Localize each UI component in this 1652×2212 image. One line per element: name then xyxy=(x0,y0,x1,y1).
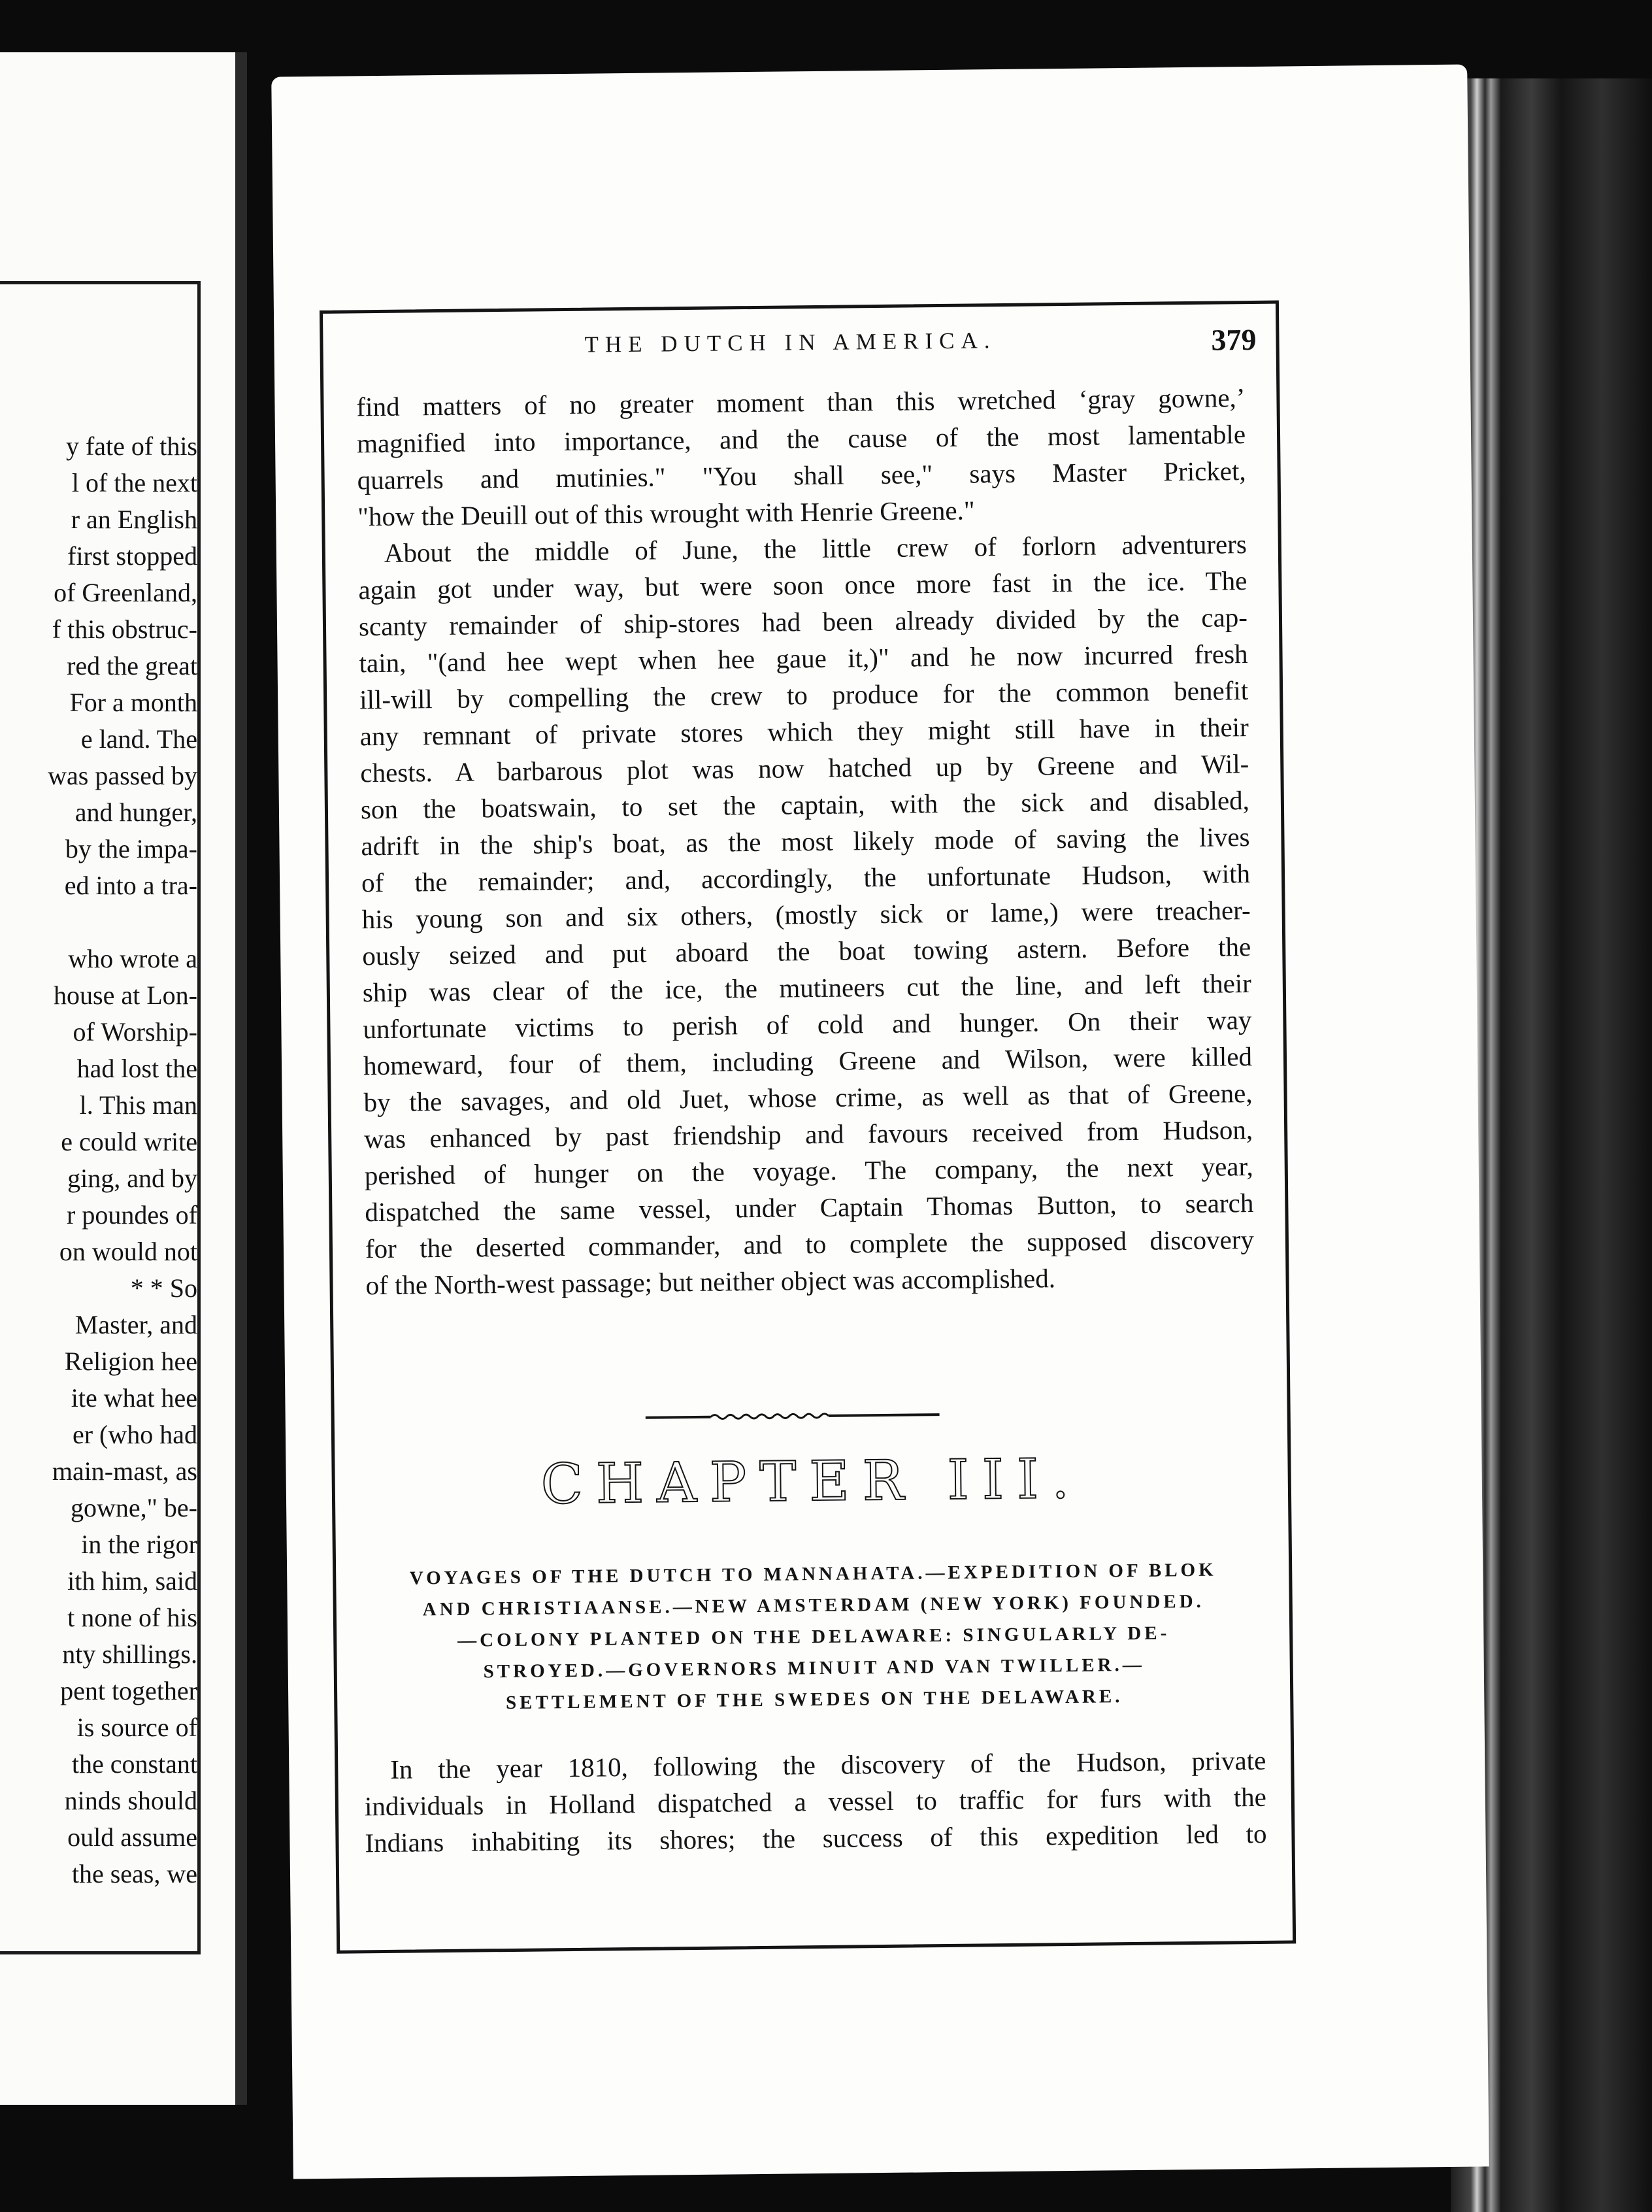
summary-line: SETTLEMENT OF THE SWEDES ON THE DELAWARE. xyxy=(505,1686,1123,1714)
text-line: son the boatswain, to set the captain, with the sick and disabled, xyxy=(360,785,1250,825)
left-page-line: ith him, said xyxy=(67,1566,197,1596)
summary-line: VOYAGES OF THE DUTCH TO MANNAHATA.—EXPEDITION OF BLOK xyxy=(409,1559,1217,1589)
page-number: 379 xyxy=(1211,322,1257,357)
left-page-line: red the great xyxy=(67,651,197,680)
text-line: ously seized and put aboard the boat towing astern. Before the xyxy=(362,931,1251,971)
left-page-line: er (who had xyxy=(72,1420,197,1449)
left-page-line: on would not xyxy=(59,1237,197,1266)
left-page-line: For a month xyxy=(69,688,197,717)
text-line: any remnant of private stores which they might still have in their xyxy=(359,712,1249,752)
left-page-line: the constant xyxy=(71,1749,197,1779)
left-page-line: was passed by xyxy=(48,761,197,790)
left-page-line: Religion hee xyxy=(64,1347,197,1376)
left-page-line: e could write xyxy=(61,1127,197,1156)
text-line: individuals in Holland dispatched a vessel to traffic for furs with the xyxy=(364,1781,1267,1822)
summary-line: —COLONY PLANTED ON THE DELAWARE: SINGULARLY DE- xyxy=(457,1622,1170,1651)
text-line: adrift in the ship's boat, as the most likely mode of saving the lives xyxy=(361,822,1250,862)
left-page-line: ninds should xyxy=(64,1786,197,1815)
text-line: quarrels and mutinies." "You shall see," says Master Pricket, xyxy=(357,456,1246,495)
left-page-line: the seas, we xyxy=(71,1859,197,1888)
body-text xyxy=(356,379,1255,1303)
left-page-line: first stopped xyxy=(67,541,197,571)
left-page-line: Master, and xyxy=(74,1310,197,1339)
left-page-line: l of the next xyxy=(71,468,197,497)
summary-line: STROYED.—GOVERNORS MINUIT AND VAN TWILLER.— xyxy=(483,1654,1145,1683)
left-page-line: ould assume xyxy=(67,1822,197,1852)
summary-line: AND CHRISTIAANSE.—NEW AMSTERDAM (NEW YORK) FOUNDED. xyxy=(422,1590,1205,1620)
text-line: for the deserted commander, and to complete the supposed discovery xyxy=(365,1224,1255,1264)
chapter-title: CHAPTER III. xyxy=(540,1446,1083,1517)
text-line: was enhanced by past friendship and favours received from Hudson, xyxy=(363,1114,1253,1154)
text-line: tain, "(and hee wept when hee gaue it,)" and he now incurred fresh xyxy=(359,639,1248,679)
section-divider xyxy=(646,1405,940,1422)
left-page-line: who wrote a xyxy=(68,944,197,973)
left-page-line: ging, and by xyxy=(67,1164,197,1193)
left-page-line: y fate of this xyxy=(65,431,197,461)
right-page xyxy=(271,65,1489,2179)
left-page-line: pent together xyxy=(60,1676,197,1705)
text-line: scanty remainder of ship-stores had been already divided by the cap- xyxy=(358,602,1248,642)
left-page-line: gowne," be- xyxy=(70,1493,197,1522)
chapter-opening-text xyxy=(364,1742,1267,1861)
left-page-line: r poundes of xyxy=(67,1200,197,1230)
text-line: find matters of no greater moment than this wretched ‘gray gowne,’ xyxy=(356,382,1246,422)
left-page-line: house at Lon- xyxy=(54,980,197,1010)
left-page-line: is source of xyxy=(76,1713,197,1742)
left-page-line: t none of his xyxy=(67,1603,197,1632)
left-page-line: and hunger, xyxy=(74,797,197,827)
text-line: again got under way, but were soon once more fast in the ice. The xyxy=(358,565,1247,605)
left-page-line: of Greenland, xyxy=(54,578,197,607)
left-page-line: had lost the xyxy=(76,1054,197,1083)
left-page-line: ed into a tra- xyxy=(64,871,197,900)
text-line: unfortunate victims to perish of cold and hunger. On their way xyxy=(363,1005,1252,1045)
left-page-line: of Worship- xyxy=(73,1017,197,1047)
left-page-line: nty shillings. xyxy=(62,1639,197,1669)
text-line: of the remainder; and, accordingly, the unfortunate Hudson, with xyxy=(361,858,1251,898)
text-line: In the year 1810, following the discovery of the Hudson, private xyxy=(390,1745,1266,1785)
text-line: magnified into importance, and the cause of the most lamentable xyxy=(356,419,1246,459)
text-line: Indians inhabiting its shores; the success of this expedition led to xyxy=(365,1818,1267,1858)
left-page-line: main-mast, as xyxy=(52,1456,197,1486)
chapter-summary xyxy=(362,1554,1265,1720)
text-line: dispatched the same vessel, under Captain Thomas Button, to search xyxy=(365,1188,1254,1228)
left-page-line: l. This man xyxy=(79,1090,197,1120)
left-page-line: f this obstruc- xyxy=(52,614,197,644)
page-frame xyxy=(320,301,1296,1954)
left-page-line: * * So xyxy=(130,1273,197,1303)
running-title: THE DUTCH IN AMERICA. xyxy=(584,327,997,358)
left-page-line: in the rigor xyxy=(81,1530,197,1559)
text-line: homeward, four of them, including Greene and Wilson, were killed xyxy=(363,1041,1253,1081)
text-line: of the North-west passage; but neither object was accomplished. xyxy=(365,1263,1056,1301)
text-line: ill-will by compelling the crew to produce for the common benefit xyxy=(359,675,1249,715)
text-line: ship was clear of the ice, the mutineers cut the line, and left their xyxy=(362,968,1252,1008)
left-page-line: by the impa- xyxy=(65,834,197,863)
text-line: his young son and six others, (mostly sick or lame,) were treacher- xyxy=(361,895,1251,935)
text-line: About the middle of June, the little crew of forlorn adventurers xyxy=(384,529,1247,568)
left-page-line: r an English xyxy=(71,505,197,534)
page-header xyxy=(323,322,1276,380)
text-line: by the savages, and old Juet, whose crime, as well as that of Greene, xyxy=(363,1078,1253,1118)
left-page-line: e land. The xyxy=(80,724,197,754)
left-page xyxy=(0,52,247,2105)
left-page-line: ite what hee xyxy=(71,1383,197,1413)
text-line: perished of hunger on the voyage. The company, the next year, xyxy=(364,1151,1253,1191)
text-line: chests. A barbarous plot was now hatched up by Greene and Wil- xyxy=(360,748,1249,788)
text-line: "how the Deuill out of this wrought with Henrie Greene." xyxy=(357,495,975,532)
